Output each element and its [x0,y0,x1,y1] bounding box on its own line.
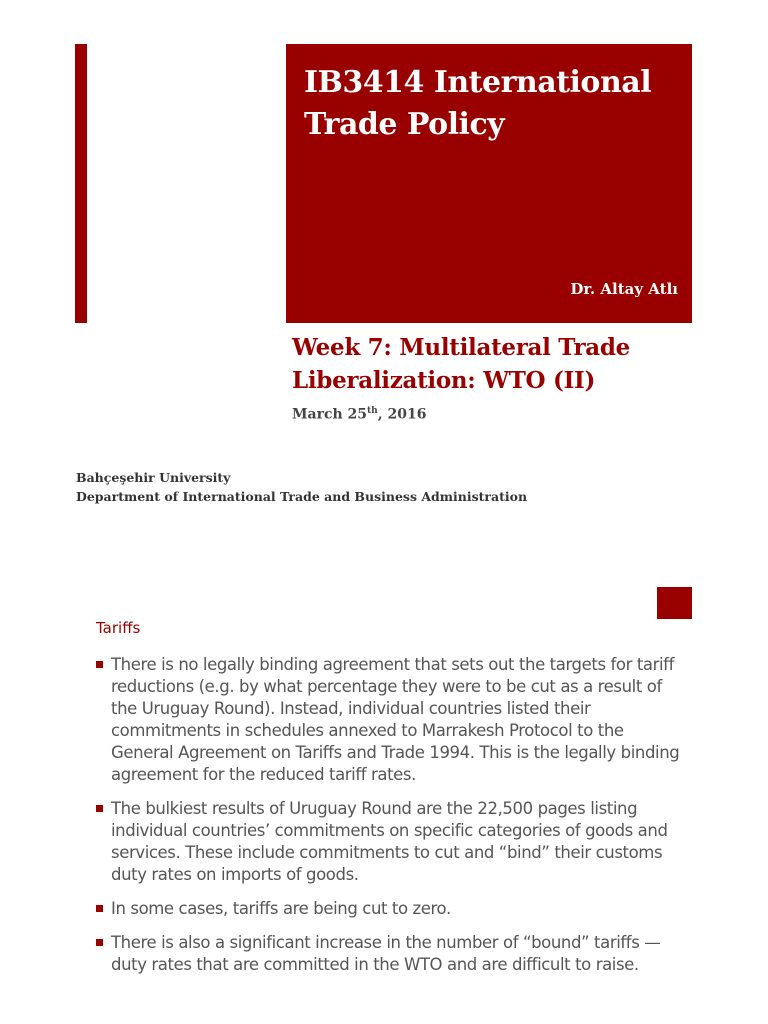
title-box [286,44,692,323]
square-bullet-icon [96,805,103,812]
department-name: Department of International Trade and Business Administration [76,489,528,504]
list-item [96,898,686,920]
square-bullet-icon [96,939,103,946]
accent-bar [75,44,87,323]
course-title: IB3414 International Trade Policy [304,65,652,142]
date-suffix: , 2016 [377,406,427,423]
bullet-text: The bulkiest results of Uruguay Round are the 22,500 pages listing individual countries’ commitments on specific categories of goods and services. These include commitments to cut and “bind” their customs duty rates on imports of goods. [111,799,668,884]
bullet-text: There is also a significant increase in the number of “bound” tariffs — duty rates that are committed in the WTO and are difficult to raise. [111,933,661,974]
bullet-text: In some cases, tariffs are being cut to zero. [111,899,451,918]
square-bullet-icon [96,661,103,668]
author-name: Dr. Altay Atlı [570,280,678,298]
university-name: Bahçeşehir University [76,470,231,485]
list-item [96,798,686,886]
list-item [96,932,686,976]
section-title: Tariffs [96,619,141,637]
square-bullet-icon [96,905,103,912]
list-item [96,654,686,786]
accent-square [657,587,692,619]
date-ordinal: th [367,406,378,416]
bullet-text: There is no legally binding agreement that sets out the targets for tariff reductions (e.g. by what percentage they were to be cut as a result of the Uruguay Round). Instead, individual countries listed their commitments in schedules annexed to Marrakesh Protocol to the General Agreement on Tariffs and Trade 1994. This is the legally binding agreement for the reduced tariff rates. [111,655,680,784]
date-prefix: March 25 [292,406,368,423]
institution [76,468,527,506]
bullet-list [96,654,686,988]
lecture-subtitle: Week 7: Multilateral Trade Liberalization: WTO (II) [292,334,630,394]
lecture-date [292,406,426,423]
